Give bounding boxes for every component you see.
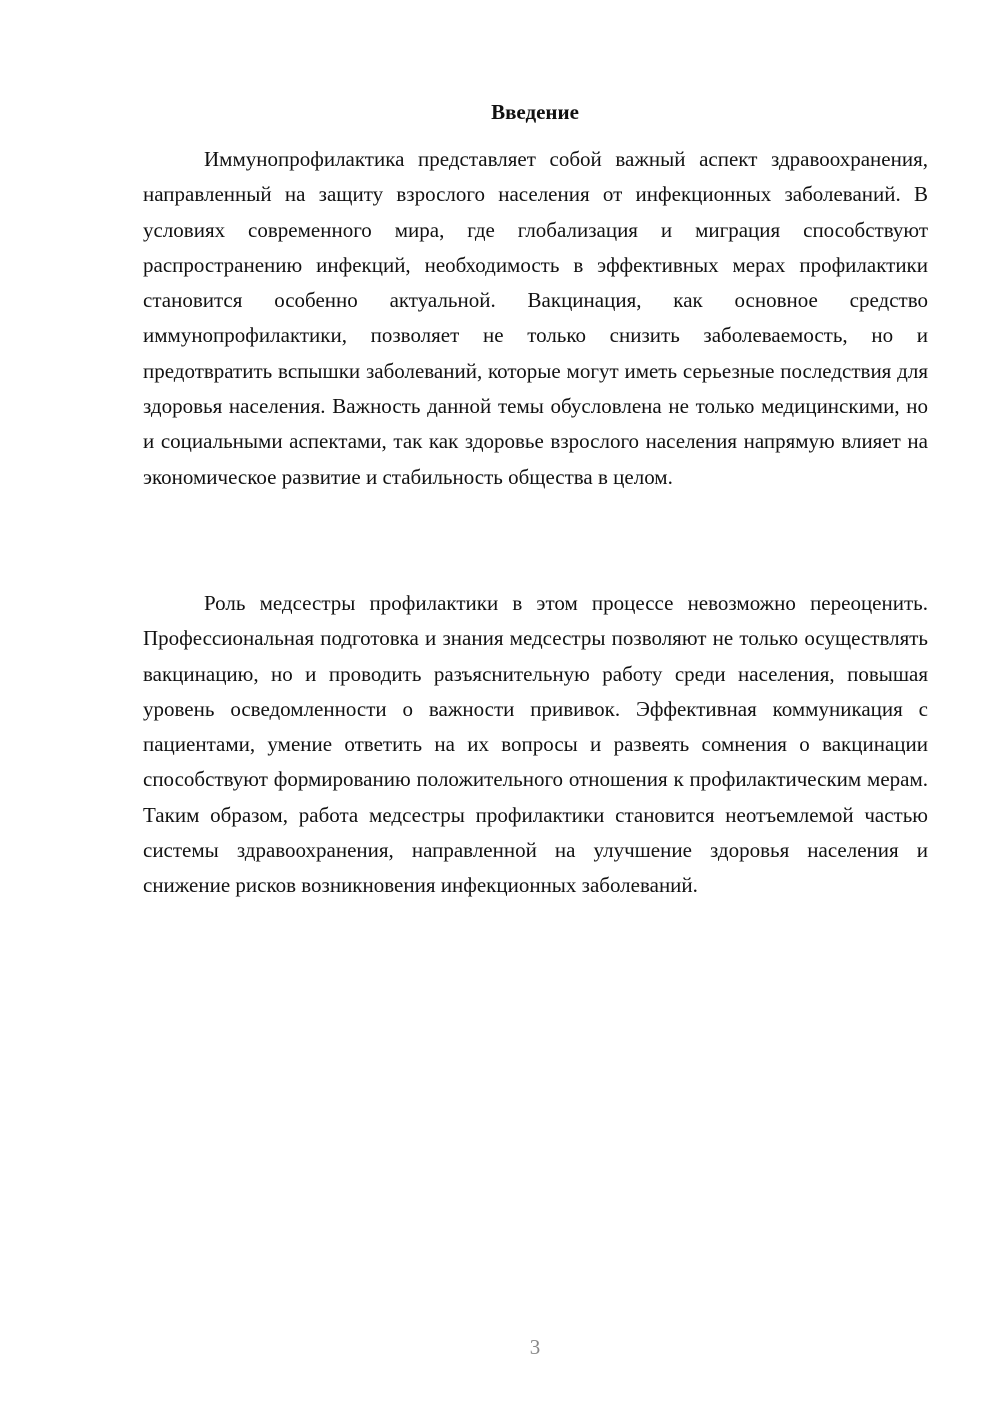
body-paragraph: Роль медсестры профилактики в этом процессе невозможно переоценить. Профессиональная подготовка и знания медсестры позволяют не только осуществлять вакцинацию, но и проводить разъяснительную работу среди населения, повышая уровень осведомленности о важности прививок. Эффективная коммуникация с пациентами, умение ответить на их вопросы и развеять сомнения о вакцинации способствуют формированию положительного отношения к профилактическим мерам. Таким образом, работа медсестры профилактики становится неотъемлемой частью системы здравоохранения, направленной на улучшение здоровья населения и снижение рисков возникновения инфекционных заболеваний. [143, 591, 928, 898]
body-paragraph: Иммунопрофилактика представляет собой важный аспект здравоохранения, направленный на защиту взрослого населения от инфекционных заболеваний. В условиях современного мира, где глобализация и миграция способствуют распространению инфекций, необходимость в эффективных мерах профилактики становится особенно актуальной. Вакцинация, как основное средство иммунопрофилактики, позволяет не только снизить заболеваемость, но и предотвратить вспышки заболеваний, которые могут иметь серьезные последствия для здоровья населения. Важность данной темы обусловлена не только медицинскими, но и социальными аспектами, так как здоровье взрослого населения напрямую влияет на экономическое развитие и стабильность общества в целом. [143, 147, 928, 489]
page-number: 3 [529, 1335, 541, 1359]
section-heading: Введение [491, 100, 579, 124]
